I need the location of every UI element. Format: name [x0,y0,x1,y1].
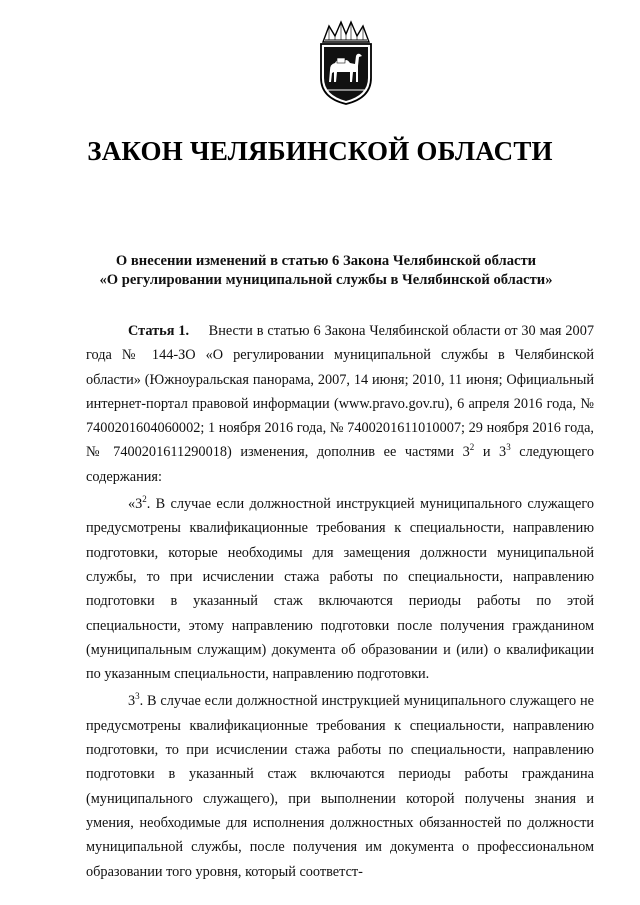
part-3-2-number: «3 [128,496,143,513]
article-text-and: и 3 [474,444,507,461]
subtitle-line-2: «О регулировании муниципальной службы в Челябинской области» [99,272,553,288]
subtitle-line-1: О внесении изменений в статью 6 Закона Челябинской области [115,253,537,269]
part-3-3-paragraph [86,689,594,883]
article-text-a: Внести в статью 6 Закона Челябинской области от 30 мая 2007 года № 144-ЗО «О регулировании муниципальной службы в Челябинской области» (Южноуральская панорама, 2007, 14 июня; 2010, 11 июня; Официальный интернет-портал правовой информации (www.pravo.gov.ru), 6 апреля 2016 года, № 7400201604060002; 1 ноября 2016 года, № 7400201611010007; 29 ноября 2016 года, № 7400201611290018) изменения, дополнив ее частями 3 [86,323,594,461]
law-title: ЗАКОН ЧЕЛЯБИНСКОЙ ОБЛАСТИ [87,136,553,166]
part-3-3-text: . В случае если должностной инструкцией муниципального служащего не предусмотрены квалификационные требования к специальности, направлению подготовки, то при исчислении стажа работы по специальности, направлению подготовки в указанный стаж включаются периоды работы гражданина (муниципального служащего), при выполнении которой получены знания и умения, необходимые для исполнения должностных обязанностей по должности муниципальной службы, после получения им документа о профессиональном образовании того уровня, который соответст- [86,693,594,880]
part-3-2-text: . В случае если должностной инструкцией муниципального служащего предусмотрены квалификационные требования к специальности, направлению подготовки, которые необходимы для замещения должности муниципальной службы, то при исчислении стажа работы по специальности, направлению подготовки в указанный стаж включаются периоды работы по этой специальности, этому направлению подготовки после получения гражданином (муниципальным служащим) документа об образовании и (или) о квалификации по указанным специальности, направлению подготовки. [86,496,594,683]
law-body [86,319,594,884]
article-text-b: следующего содержания: [86,444,595,485]
coat-of-arms-icon [315,20,377,106]
part-3-3-superscript: 3 [135,691,140,702]
law-subtitle [60,252,592,290]
superscript-2: 2 [469,442,475,453]
article-label: Статья 1. [128,323,190,339]
superscript-3: 3 [506,442,511,453]
part-3-3-number: 3 [128,693,136,710]
part-3-2-superscript: 2 [142,494,147,505]
part-3-2-paragraph [86,492,594,686]
article-1-paragraph [86,319,594,489]
